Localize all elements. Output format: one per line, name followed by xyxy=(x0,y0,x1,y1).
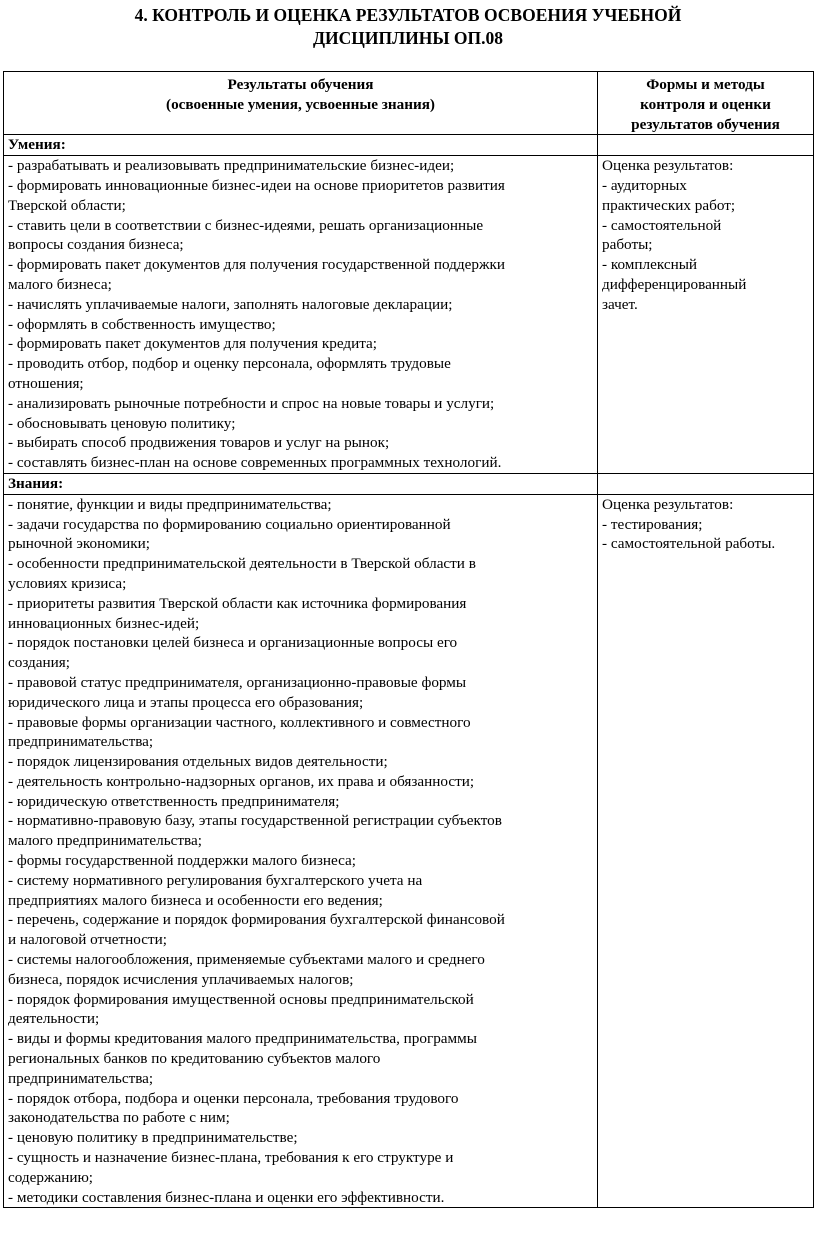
knowledge-line: - формы государственной поддержки малого бизнеса; xyxy=(8,852,356,870)
knowledge-methods xyxy=(598,494,814,1208)
knowledge-line: - задачи государства по формированию социально ориентированной xyxy=(8,515,451,533)
skill-line: - выбирать способ продвижения товаров и услуг на рынок; xyxy=(8,434,390,452)
header-control-methods xyxy=(598,72,814,135)
knowledge-line: предприятиях малого бизнеса и особенности его ведения; xyxy=(8,891,383,909)
skills-label-empty-cell xyxy=(598,135,814,156)
knowledge-line: - нормативно-правовую базу, этапы государственной регистрации субъектов xyxy=(8,812,502,830)
skills-method-line: практических работ; xyxy=(602,196,736,214)
knowledge-line: - виды и формы кредитования малого предпринимательства, программы xyxy=(8,1030,477,1048)
skills-method-line: - комплексный xyxy=(602,256,698,274)
skills-method-line: - аудиторных xyxy=(602,176,687,194)
header-control-methods-line-2: контроля и оценки xyxy=(640,95,771,113)
skill-line: - анализировать рыночные потребности и спрос на новые товары и услуги; xyxy=(8,394,495,412)
knowledge-method-line: - самостоятельной работы. xyxy=(602,535,776,553)
knowledge-line: региональных банков по кредитованию субъектов малого xyxy=(8,1050,381,1068)
skill-line: - формировать пакет документов для получения кредита; xyxy=(8,335,378,353)
skill-line: - проводить отбор, подбор и оценку персонала, оформлять трудовые xyxy=(8,355,451,373)
knowledge-line: рыночной экономики; xyxy=(8,535,151,553)
knowledge-label: Знания: xyxy=(4,473,598,494)
knowledge-line: создания; xyxy=(8,654,70,672)
knowledge-line: предпринимательства; xyxy=(8,1069,154,1087)
skills-method-line: Оценка результатов: xyxy=(602,157,734,175)
skill-line: - формировать инновационные бизнес-идеи на основе приоритетов развития xyxy=(8,176,505,194)
knowledge-list xyxy=(4,494,598,1208)
assessment-table xyxy=(3,71,814,1208)
knowledge-line: - деятельность контрольно-надзорных органов, их права и обязанности; xyxy=(8,772,475,790)
knowledge-label-row xyxy=(4,473,814,494)
knowledge-line: - правовой статус предпринимателя, организационно-правовые формы xyxy=(8,673,467,691)
title-line-1: 4. КОНТРОЛЬ И ОЦЕНКА РЕЗУЛЬТАТОВ ОСВОЕНИЯ УЧЕБНОЙ xyxy=(134,5,682,25)
skills-label: Умения: xyxy=(4,135,598,156)
skills-methods xyxy=(598,156,814,474)
knowledge-line: малого предпринимательства; xyxy=(8,832,202,850)
knowledge-line: - понятие, функции и виды предпринимательства; xyxy=(8,495,332,513)
knowledge-line: бизнеса, порядок исчисления уплачиваемых налогов; xyxy=(8,970,354,988)
skill-line: Тверской области; xyxy=(8,196,126,214)
knowledge-line: - порядок лицензирования отдельных видов деятельности; xyxy=(8,753,388,771)
knowledge-line: - систему нормативного регулирования бухгалтерского учета на xyxy=(8,871,423,889)
knowledge-line: - правовые формы организации частного, коллективного и совместного xyxy=(8,713,471,731)
skills-method-line: зачет. xyxy=(602,295,638,313)
skills-label-row xyxy=(4,135,814,156)
knowledge-line: - методики составления бизнес-плана и оценки его эффективности. xyxy=(8,1188,445,1206)
skills-method-line: дифференцированный xyxy=(602,275,747,293)
knowledge-line: законодательства по работе с ним; xyxy=(8,1109,230,1127)
skill-line: - оформлять в собственность имущество; xyxy=(8,315,276,333)
knowledge-line: - порядок формирования имущественной основы предпринимательской xyxy=(8,990,474,1008)
skills-method-line: работы; xyxy=(602,236,653,254)
knowledge-line: - юридическую ответственность предпринимателя; xyxy=(8,792,340,810)
skill-line: отношения; xyxy=(8,374,84,392)
skills-list xyxy=(4,156,598,474)
knowledge-line: деятельности; xyxy=(8,1010,100,1028)
knowledge-line: инновационных бизнес-идей; xyxy=(8,614,200,632)
skill-line: малого бизнеса; xyxy=(8,275,112,293)
skills-method-line: - самостоятельной xyxy=(602,216,722,234)
knowledge-line: - системы налогообложения, применяемые субъектами малого и среднего xyxy=(8,951,485,969)
header-control-methods-line-3: результатов обучения xyxy=(631,115,780,133)
header-learning-results-line-1: Результаты обучения xyxy=(227,76,374,93)
knowledge-method-line: Оценка результатов: xyxy=(602,495,734,513)
knowledge-line: - приоритеты развития Тверской области как источника формирования xyxy=(8,594,467,612)
header-learning-results-line-2: (освоенные умения, усвоенные знания) xyxy=(166,95,435,113)
knowledge-line: условиях кризиса; xyxy=(8,574,127,592)
header-learning-results xyxy=(4,72,598,135)
knowledge-line: - особенности предпринимательской деятельности в Тверской области в xyxy=(8,555,476,573)
table-header-row xyxy=(4,72,814,135)
knowledge-line: - ценовую политику в предпринимательстве; xyxy=(8,1129,298,1147)
knowledge-content-row xyxy=(4,494,814,1208)
knowledge-line: юридического лица и этапы процесса его образования; xyxy=(8,693,364,711)
skill-line: - обосновывать ценовую политику; xyxy=(8,414,236,432)
knowledge-line: - сущность и назначение бизнес-плана, требования к его структуре и xyxy=(8,1149,454,1167)
skill-line: - ставить цели в соответствии с бизнес-идеями, решать организационные xyxy=(8,216,484,234)
skill-line: вопросы создания бизнеса; xyxy=(8,236,184,254)
knowledge-line: - порядок постановки целей бизнеса и организационные вопросы его xyxy=(8,634,458,652)
skill-line: - составлять бизнес-план на основе современных программных технологий. xyxy=(8,454,502,472)
header-control-methods-line-1: Формы и методы xyxy=(646,76,765,93)
knowledge-line: содержанию; xyxy=(8,1168,94,1186)
knowledge-line: - порядок отбора, подбора и оценки персонала, требования трудового xyxy=(8,1089,459,1107)
knowledge-method-line: - тестирования; xyxy=(602,515,703,533)
knowledge-line: - перечень, содержание и порядок формирования бухгалтерской финансовой xyxy=(8,911,505,929)
document-title xyxy=(0,4,816,50)
skills-content-row xyxy=(4,156,814,474)
knowledge-label-empty-cell xyxy=(598,473,814,494)
knowledge-line: предпринимательства; xyxy=(8,733,154,751)
knowledge-line: и налоговой отчетности; xyxy=(8,931,168,949)
skill-line: - формировать пакет документов для получения государственной поддержки xyxy=(8,256,505,274)
skill-line: - разрабатывать и реализовывать предпринимательские бизнес-идеи; xyxy=(8,157,455,175)
title-line-2: ДИСЦИПЛИНЫ ОП.08 xyxy=(312,28,504,48)
skill-line: - начислять уплачиваемые налоги, заполнять налоговые декларации; xyxy=(8,295,453,313)
